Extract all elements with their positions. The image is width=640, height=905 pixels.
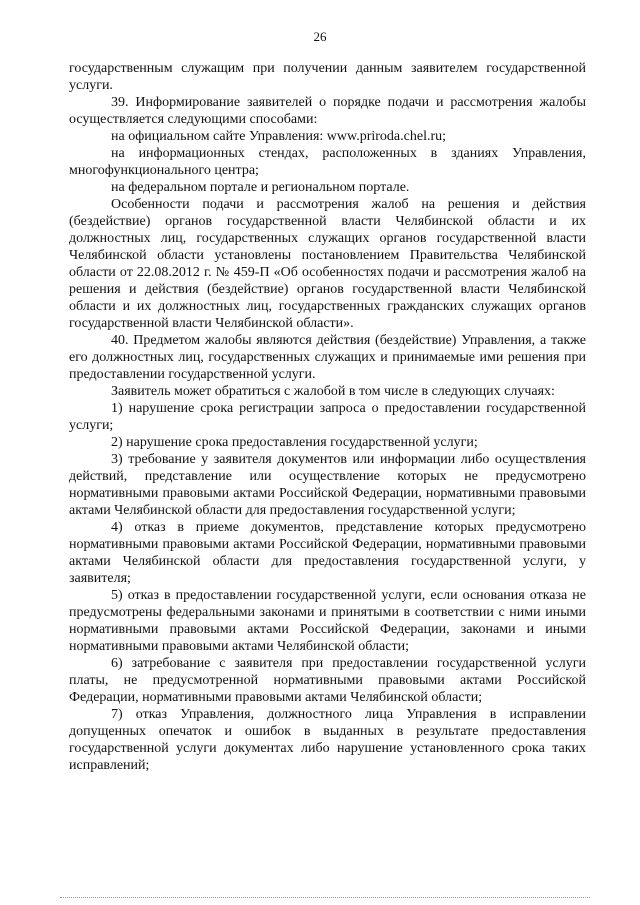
paragraph: Особенности подачи и рассмотрения жалоб на решения и действия (бездействие) органов государственной власти Челябинской области и их должностных лиц, государственных служащих органов государственной власти Челябинской области установлены постановлением Правительства Челябинской области от 22.08.2012 г. № 459-П «Об особенностях подачи и рассмотрения жалоб на решения и действия (бездействие) органов государственной власти Челябинской области и их должностных лиц, государственных гражданских служащих органов государственной власти Челябинской области». — [69, 197, 586, 331]
paragraph: на федеральном портале и региональном портале. — [111, 180, 410, 195]
paragraph: государственным служащим при получении данным заявителем государственной услуги. — [69, 61, 586, 93]
paragraph: 40. Предметом жалобы являются действия (бездействие) Управления, а также его должностных лиц, государственных служащих и принимаемые ими решения при предоставлении государственной услуги. — [69, 333, 586, 382]
body-text — [69, 60, 586, 774]
list-item: 1) нарушение срока регистрации запроса о предоставлении государственной услуги; — [69, 401, 586, 433]
paragraph: на информационных стендах, расположенных в зданиях Управления, многофункционального центра; — [69, 146, 586, 178]
list-item: 2) нарушение срока предоставления государственной услуги; — [111, 435, 478, 450]
list-item: 3) требование у заявителя документов или информации либо осуществления действий, представление или осуществление которых не предусмотрено нормативными правовыми актами Российской Федерации, нормативными правовыми актами Челябинской области для предоставления государственной услуги; — [69, 452, 586, 518]
scan-edge-line — [60, 897, 590, 898]
page-number: 26 — [313, 29, 327, 44]
list-item: 7) отказ Управления, должностного лица Управления в исправлении допущенных опечаток и ошибок в выданных в результате предоставления государственной услуги документах либо нарушение установленного срока таких исправлений; — [69, 707, 586, 773]
list-item: 5) отказ в предоставлении государственной услуги, если основания отказа не предусмотрены федеральными законами и принятыми в соответствии с ними иными нормативными правовыми актами Российской Федерации, законами и иными нормативными правовыми актами Челябинской области; — [69, 588, 586, 654]
paragraph: Заявитель может обратиться с жалобой в том числе в следующих случаях: — [111, 384, 555, 399]
paragraph: на официальном сайте Управления: www.priroda.chel.ru; — [111, 129, 447, 144]
list-item: 4) отказ в приеме документов, представление которых предусмотрено нормативными правовыми актами Российской Федерации, нормативными правовыми актами Челябинской области для предоставления государственной услуги, у заявителя; — [69, 520, 586, 586]
paragraph: 39. Информирование заявителей о порядке подачи и рассмотрения жалобы осуществляется следующими способами: — [69, 95, 586, 127]
list-item: 6) затребование с заявителя при предоставлении государственной услуги платы, не предусмотренной нормативными правовыми актами Российской Федерации, нормативными правовыми актами Челябинской области; — [69, 656, 586, 705]
